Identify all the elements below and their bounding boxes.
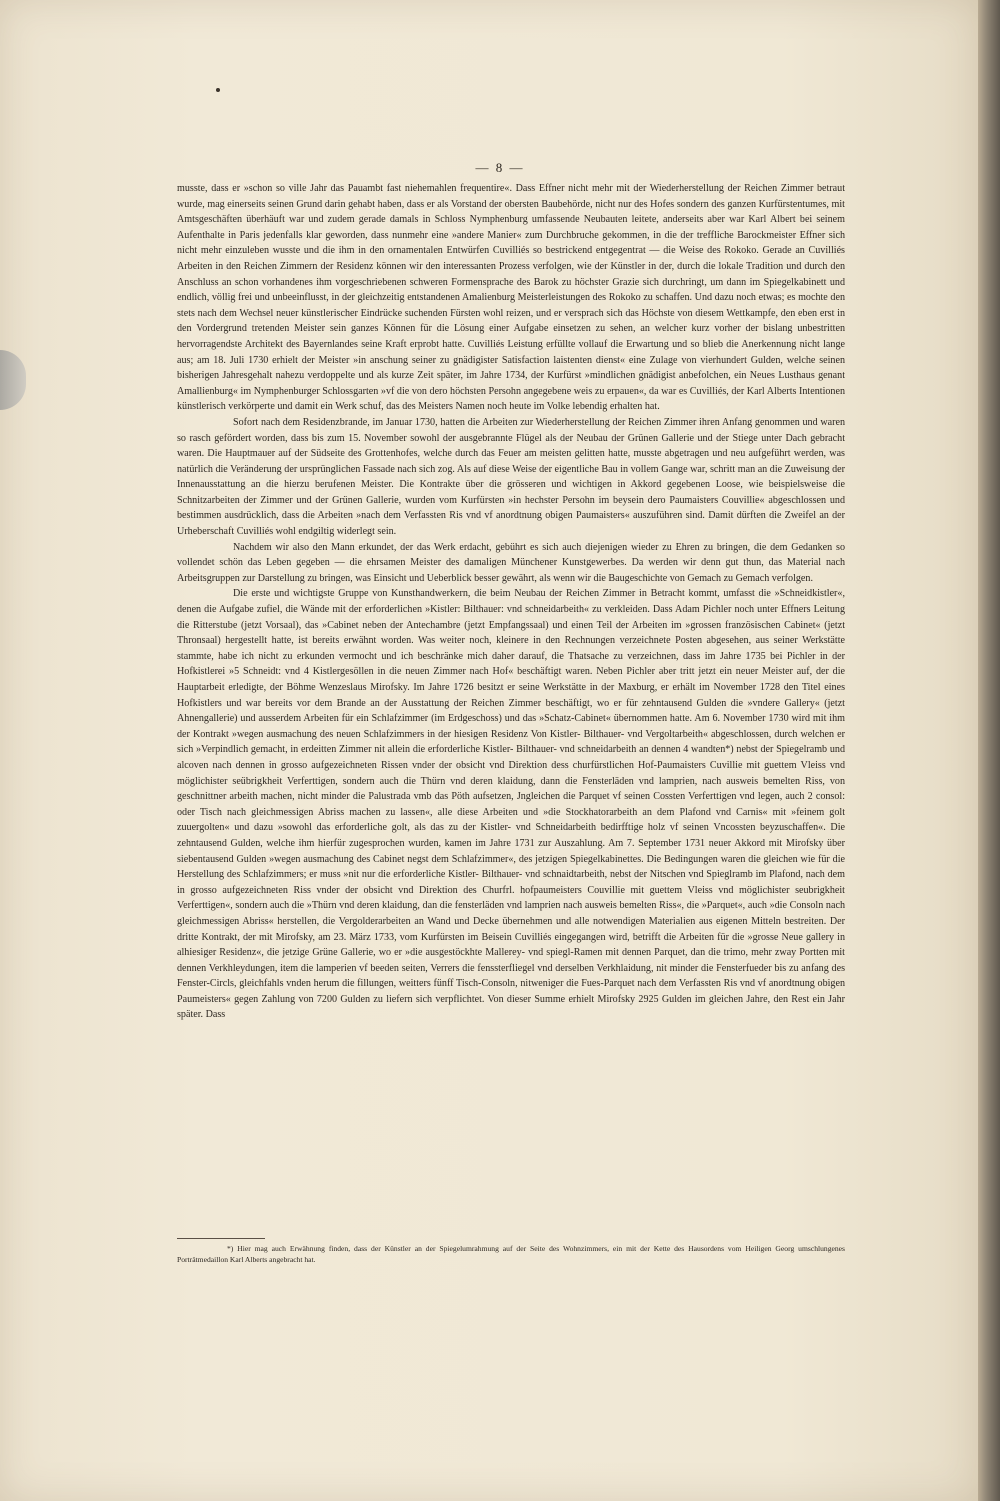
page-number: — 8 — <box>475 160 525 175</box>
paragraph-1: musste, dass er »schon so ville Jahr das Pauambt fast niehemahlen frequentire«. Dass Effner nicht mehr mit der Wiederherstellung der Reichen Zimmer betraut wurde, mag einerseits seinen Grund darin gehabt haben, dass er als Vorstand der obersten Baubehörde, nicht nur des Hofes sondern des ganzen Kurfürstentumes, mit Amtsgeschäften überhäuft war und zudem gerade damals in Schloss Nymphenburg umfassende Neubauten leitete, anderseits aber war Karl Albert bei seinem Aufenthalte in Paris jedenfalls klar geworden, dass nunmehr eine »andere Manier« zum Durchbruche gekommen, in die der treffliche Barockmeister Effner sich nicht mehr einzuleben wusste und die ihm in den ornamentalen Entwürfen Cuvilliés so bestrickend entgegentrat — die Weise des Rokoko. Gerade an Cuvilliés Arbeiten in den Reichen Zimmern der Residenz können wir den interessanten Prozess verfolgen, wie der Künstler in der, durch die lokale Tradition und durch den Anschluss an schon vorhandenes ihm vorgeschriebenen schweren Formensprache des Barok zu höchster Grazie sich durchringt, um dann im Spiegelkabinett und endlich, völlig frei und unbeeinflusst, in der gleichzeitig entstandenen Amalienburg Meisterleistungen des Rokoko zu schaffen. Und dazu noch etwas; es mochte den stets nach dem Wechsel neuer künstlerischer Eindrücke suchenden Fürsten wohl reizen, und er versprach sich das Höchste von diesem Wettkampfe, den eben erst in den Vordergrund tretenden Meister sein ganzes Können für die Lösung einer Aufgabe einsetzen zu sehen, an welcher kurz vorher der bislang unbestritten hervorragendste Architekt des Bayernlandes seine Kraft erprobt hatte. Cuvilliés Leistung erfüllte vollauf die Erwartung und so blieb die Anerkennung nicht lange aus; am 18. Juli 1730 erhielt der Meister »in anschung seiner zu gnädigister Satisfaction laistenten dienst« eine Zulage von vierhundert Gulden, welche seinen bisherigen Jahresgehalt nahezu verdoppelte und als kurze Zeit später, im Jahre 1734, der Kurfürst »mindlichen gnädigist anbefolchen, ein Neues Lusthaus genant Amallienburg« im Nymphenburger Schlossgarten »vf die von dero höchsten Persohn angegebene weis zu erpauen«, da war es Cuvilliés, der Karl Alberts Intentionen künstlerisch verkörperte und damit ein Werk schuf, das des Meisters Namen noch heute im Volke lebendig erhalten hat. <box>177 183 845 413</box>
body-text <box>177 181 845 1023</box>
footnote: *) Hier mag auch Erwähnung finden, dass der Künstler an der Spiegelumrahmung auf der Seite des Wohnzimmers, ein mit der Kette des Hausordens vom Heiligen Georg umschlungenes Porträtmedaillon Karl Alberts angebracht hat. <box>177 1244 845 1264</box>
footnote-divider <box>177 1238 265 1239</box>
paragraph-3: Nachdem wir also den Mann erkundet, der das Werk erdacht, gebührt es sich auch diejenigen wieder zu Ehren zu bringen, die dem Gedanken so vollendet schön das Leben gegeben — die ehrsamen Meister des damaligen Münchener Kunstgewerbes. Da werden wir denn gut thun, das Material nach Arbeitsgruppen zur Darstellung zu bringen, was Einsicht und Ueberblick besser gewährt, als wenn wir die Baugeschichte von Gemach zu Gemach verfolgen. <box>177 541 845 584</box>
paragraph-2: Sofort nach dem Residenzbrande, im Januar 1730, hatten die Arbeiten zur Wiederherstellung der Reichen Zimmer ihren Anfang genommen und waren so rasch gefördert worden, dass bis zum 15. November sowohl der ausgebrannte Flügel als der Neubau der Grünen Gallerie und der Stiege unter Dach gebracht waren. Die Hauptmauer auf der Südseite des Grottenhofes, welche durch das Feuer am meisten gelitten hatte, musste abgetragen und neu aufgeführt werden, was natürlich die Veränderung der ursprünglichen Fassade nach sich zog. Als auf diese Weise der eigentliche Bau in vollem Gange war, schritt man an die Zuweisung der Innenausstattung an die hierzu berufenen Meister. Die Kontrakte über die grösseren und wichtigen in Akkord gegebenen Loose, wie beispielsweise die Schnitzarbeiten der Zimmer und der Grünen Gallerie, wurden vom Kurfürsten »in hechster Persohn im beysein dero Paumaisters Couvillie« abgeschlossen und bestimmen ausdrücklich, dass die Arbeiten »nach dem Verfassten Ris vnd vf anordtnung obigen Paumaisters« auszuführen sind. Damit dürften die Zweifel an der Urheberschaft Cuvilliés wohl endgiltig widerlegt sein. <box>177 416 845 538</box>
ink-dot <box>216 88 220 92</box>
book-spine <box>978 0 1000 1501</box>
paragraph-4: Die erste und wichtigste Gruppe von Kunsthandwerkern, die beim Neubau der Reichen Zimmer in Betracht kommt, umfasst die »Schneidkistler«, denen die Aufgabe zufiel, die Wände mit der erforderlichen »Kistler: Bilthauer: vnd schneidarbeith« zu verkleiden. Dass Adam Pichler noch unter Effners Leitung die Ritterstube (jetzt Vorsaal), das »Cabinet neben der Antechambre (jetzt Empfangssaal) und einen Teil der Arbeiten im »grossen französischen Cabinet« (jetzt Thronsaal) hergestellt hatte, ist bereits erwähnt worden. Was weiter noch, kleinere in den Rechnungen verzeichnete Posten abgesehen, aus seiner Werkstätte stammte, habe ich nicht zu erkunden vermocht und ich beschränke mich daher darauf, die Thatsache zu verzeichnen, dass im Jahre 1735 bei Pichler in der Hofkistlerei »5 Schneidt: vnd 4 Kistlergesöllen in die neuen Zimmer nach Hof« beschäftigt waren. Neben Pichler aber tritt jetzt ein neuer Meister auf, der die Hauptarbeit erledigte, der Böhme Wenzeslaus Mirofsky. Im Jahre 1726 besitzt er seine Werkstätte in der Maxburg, er erhält im November 1728 den Titel eines Hofkistlers und war bereits vor dem Brande an der Ausstattung der Reichen Zimmer beschäftigt, wo er für zehntausend Gulden die »vndere Gallery« (jetzt Ahnengallerie) und ausserdem Arbeiten für ein Schlafzimmer (im Erdgeschoss) und das »Schatz-Cabinet« übernommen hatte. Am 6. November 1730 wird mit ihm der Kontrakt »wegen ausmachung des neuen Schlafzimmers in der hiesigen Residenz Von Kistler- Bilthauer- vnd Vergoltarbeith« abgeschlossen, durch welchen er sich »Verpindlich gemacht, in erdeitten Zimmer nit allein die erforderliche Kistler- Bilthauer- vnd schneidarbeith an dennen 4 wandten*) nebst der Spiegelramb und alcoven nach dennen in grosso aufgezeichneten Rissen vnder der obsicht vnd Direktion dess churfürstlichen Hof-Paumaisters Cuvillie mit guettem Vleiss vnd möglichister seübrigkheit Verferttigen, sondern auch die Thürn vnd deren klaidung, dann die Fensterläden vnd lamprien, nach ausweis bemelten Riss, von geschnittner arbeith machen, nicht minder die Palustrada vmb das Pöth aufsetzen, Jngleichen die Parquet vf seinen Cossten Verferttigen vnd legen, auch 2 consol: oder Tisch nach gleichmessigen Abriss machen zu lassen«, alle diese Arbeiten und »die Stockhatorarbeith an dem Plafond vnd Carnis« mit »feinem golt zuuergolten« und dazu »sowohl das erforderliche golt, als das zu der Kistler- vnd Schneidarbeith bedirfftige holz vf seinen Vncossten beyzuschaffen«. Die zehntausend Gulden, welche ihm hierfür zugesprochen wurden, kamen im Jahre 1731 zur Auszahlung. Am 7. September 1731 neuer Akkord mit Mirofsky über siebentausend Gulden »wegen ausmachung des Cabinet negst dem Schlafzimmer«, des jetzigen Spiegelkabinettes. Die Bedingungen waren die gleichen wie für die Herstellung des Schlafzimmers; er muss »nit nur die erforderliche Kistler- Bilthauer- vnd schnaidtarbeith, nebst der Nitschen vnd Spieglramb im Plafond, nach dem in grosso aufgezeichneten Riss vnder der obsicht vnd Direktion des Churfrl. hofpaumeisters Couvillie mit guettem Vleiss vnd möglichister seubrigkheit Verferttigen«, sondern auch die »Thürn vnd deren klaidung, dan die fensterläden vnd lamprien nach ausweis bemelten Riss«, die »Parquet«, auch »die Consoln nach gleichmessigen Abriss« herstellen, die Vergolderarbeiten an Wand und Decke übernehmen und alle notwendigen Materialien aus eigenen Mitteln bestreiten. Der dritte Kontrakt, der mit Mirofsky, am 23. März 1733, vom Kurfürsten im Beisein Cuvilliés eingegangen wird, betrifft die Arbeiten für die »grosse Neue gallery in alhiesiger Residenz«, die jetzige Grüne Gallerie, wo er »die ausgestöckhte Mallerey- vnd spiegl-Ramen mit dennen Parquet, dan die trimo, mehr zway Portten mit dennen Verkhleydungen, item die lamperien vf beeden seiten, Verrers die fenssterfliegel vnd derselben Verkhlaidung, nit minder die Fensterfueder bis zu anfang des Fenster-Circls, gleichfahls vnden herum die fillungen, weitters fünff Tisch-Consoln, nitweniger die Fues-Parquet nach dem Verfassten Ris vnd vf anordtnung obigen Paumeisters« gegen Zahlung von 7200 Gulden zu liefern sich verpflichtet. Von dieser Summe erhielt Mirofsky 2925 Gulden im gleichen Jahre, den Rest ein Jahr später. Dass <box>177 588 845 1021</box>
